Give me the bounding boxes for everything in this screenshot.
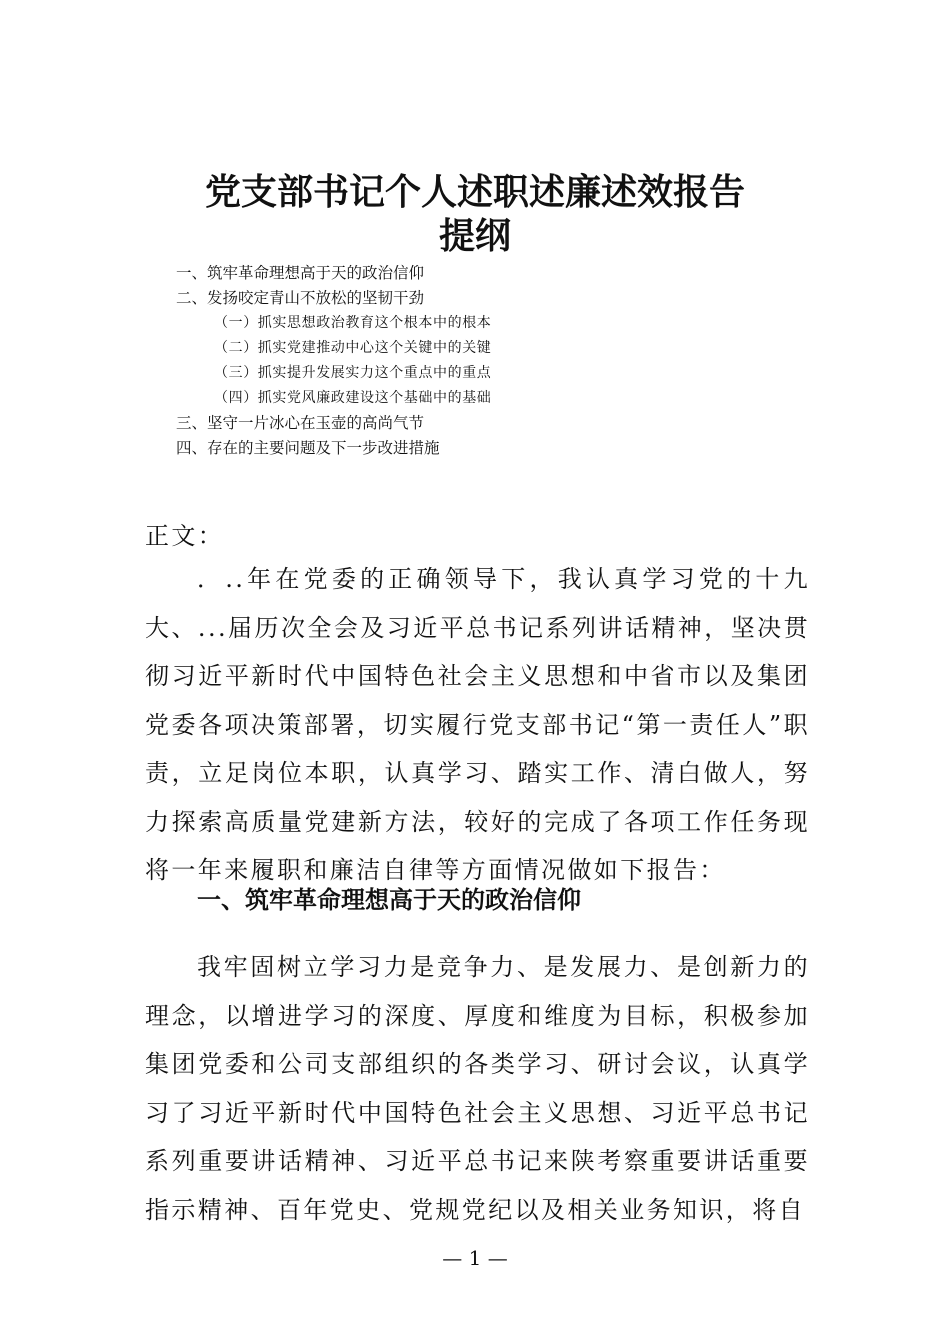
outline-item: 四、存在的主要问题及下一步改进措施	[176, 439, 440, 457]
outline-subitem: （二）抓实党建推动中心这个关键中的关键	[214, 340, 492, 356]
outline-item: 一、筑牢革命理想高于天的政治信仰	[176, 264, 425, 282]
document-title: 党支部书记个人述职述廉述效报告	[204, 171, 745, 213]
outline-item: 二、发扬咬定青山不放松的坚韧干劲	[176, 289, 425, 307]
outline-subitem: （三）抓实提升发展实力这个重点中的重点	[214, 365, 492, 381]
page-number: — 1 —	[442, 1246, 508, 1270]
outline-subitem: （四）抓实党风廉政建设这个基础中的基础	[214, 390, 492, 406]
section-paragraph: 我牢固树立学习力是竞争力、是发展力、是创新力的理念，以增进学习的深度、厚度和维度为目标，积极参加集团党委和公司支部组织的各类学习、研讨会议，认真学习了习近平新时代中国特色社会主义思想、习近平总书记系列重要讲话精神、习近平总书记来陕考察重要讲话重要指示精神、百年党史、党规党纪以及相关业务知识，将自	[145, 953, 810, 1224]
outline-subitem: （一）抓实思想政治教育这个根本中的根本	[214, 315, 492, 331]
section-heading: 一、筑牢革命理想高于天的政治信仰	[197, 886, 581, 914]
outline-item: 三、坚守一片冰心在玉壶的高尚气节	[176, 414, 425, 432]
body-label: 正文：	[145, 522, 225, 550]
intro-paragraph: ．..年在党委的正确领导下，我认真学习党的十九大、...届历次全会及习近平总书记系列讲话精神，坚决贯彻习近平新时代中国特色社会主义思想和中省市以及集团党委各项决策部署，切实履行党支部书记“第一责任人”职责，立足岗位本职，认真学习、踏实工作、清白做人，努力探索高质量党建新方法，较好的完成了各项工作任务现将一年来履职和廉洁自律等方面情况做如下报告：	[145, 565, 810, 884]
document-title-subtitle: 提纲	[438, 215, 511, 257]
